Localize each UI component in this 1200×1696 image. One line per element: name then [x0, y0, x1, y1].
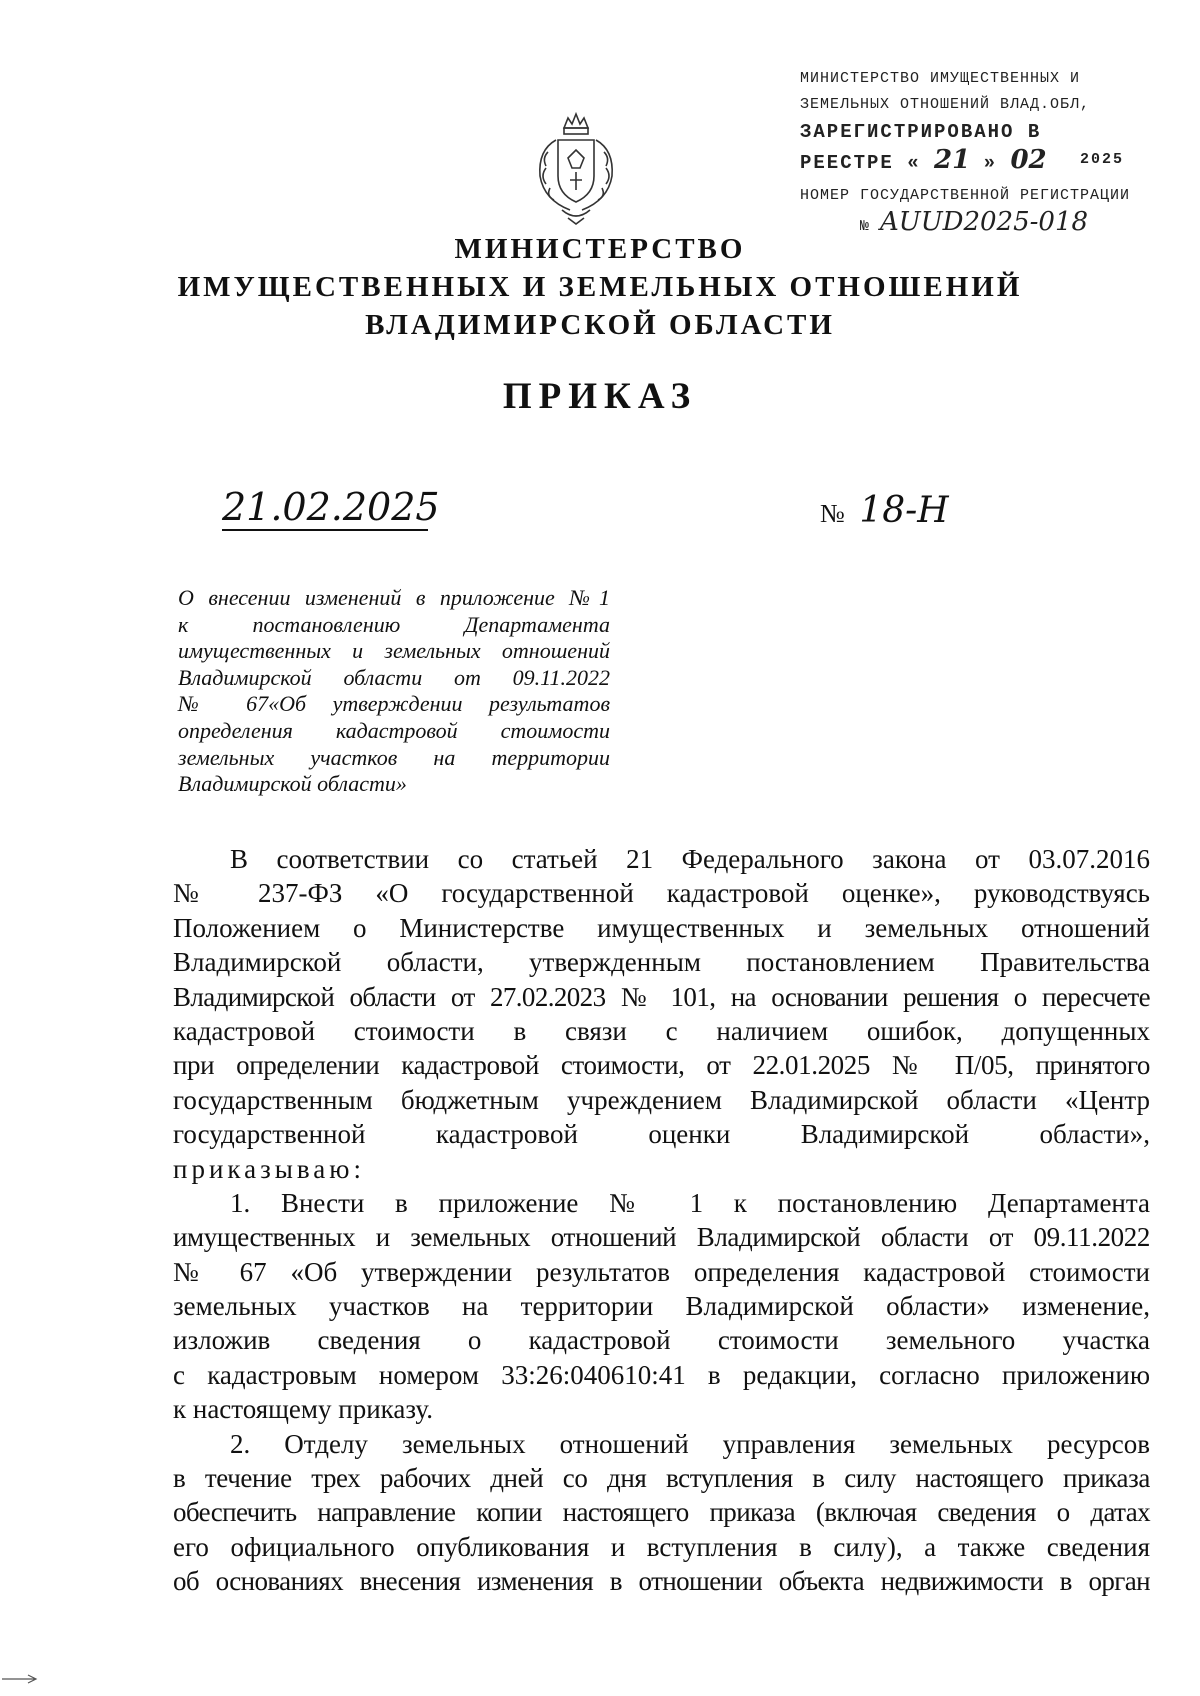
order-number-label: №: [820, 499, 845, 528]
item-2-line: 2. Отделу земельных отношений управления земельных ресурсов: [230, 1428, 1150, 1459]
item-2-paragraph: [173, 1427, 1150, 1599]
coat-of-arms-icon: [520, 110, 632, 228]
subject-line: земельных участков на территории: [178, 744, 610, 770]
preamble-line: Владимирской области от 27.02.2023 № 101, на основании решения о пересчете: [173, 981, 1150, 1012]
stamp-month: 02: [1010, 145, 1047, 175]
subject-line: № 67«Об утверждении результатов: [178, 691, 610, 717]
item-1-line: № 67 «Об утверждении результатов определения кадастровой стоимости: [173, 1256, 1150, 1287]
item-2-line: его официального опубликования и вступления в силу), а также сведения: [173, 1531, 1150, 1562]
subject-line: имущественных и земельных отношений: [178, 638, 610, 664]
order-number: 18-Н: [859, 490, 949, 531]
command-word: приказываю:: [173, 1153, 365, 1184]
item-1-line: изложив сведения о кадастровой стоимости земельного участка: [173, 1325, 1150, 1356]
item-1-line: 1. Внести в приложение № 1 к постановлению Департамента: [230, 1187, 1150, 1218]
stamp-line-2: ЗЕМЕЛЬНЫХ ОТНОШЕНИЙ ВЛАД.ОБЛ,: [800, 96, 1091, 113]
stamp-line-5: НОМЕР ГОСУДАРСТВЕННОЙ РЕГИСТРАЦИИ: [800, 187, 1131, 204]
stamp-registry-prefix: РЕЕСТРЕ «: [800, 152, 921, 174]
ministry-header-line-1: МИНИСТЕРСТВО: [454, 233, 746, 265]
order-subject: [178, 585, 610, 798]
subject-line: к постановлению Департамента: [178, 611, 610, 637]
stamp-reg-number: AUUD2025-018: [880, 207, 1089, 237]
subject-line: определения кадастровой стоимости: [178, 717, 610, 743]
scan-edge-mark-icon: [0, 1672, 40, 1684]
item-1-line: земельных участков на территории Владимирской области» изменение,: [173, 1291, 1150, 1322]
preamble-paragraph: [173, 842, 1150, 1186]
subject-line: Владимирской области»: [178, 771, 407, 797]
preamble-line: Положением о Министерстве имущественных и земельных отношений: [173, 912, 1150, 943]
stamp-reg-prefix: №: [860, 218, 871, 235]
item-2-line: об основаниях внесения изменения в отношении объекта недвижимости в орган: [173, 1566, 1150, 1597]
item-1-line: с кадастровым номером 33:26:040610:41 в редакции, согласно приложению: [173, 1359, 1150, 1390]
ministry-header-line-3: ВЛАДИМИРСКОЙ ОБЛАСТИ: [365, 309, 835, 341]
preamble-line: № 237-ФЗ «О государственной кадастровой оценке», руководствуясь: [173, 878, 1150, 909]
stamp-line-1: МИНИСТЕРСТВО ИМУЩЕСТВЕННЫХ И: [800, 70, 1081, 87]
order-number-block: [820, 490, 949, 531]
stamp-year: 2025: [1080, 151, 1125, 168]
order-date: 21.02.2025: [222, 485, 440, 529]
item-1-line: к настоящему приказу.: [173, 1394, 433, 1425]
subject-line: О внесении изменений в приложение №1: [178, 585, 610, 610]
preamble-line: государственной кадастровой оценки Владимирской области»,: [173, 1119, 1150, 1150]
preamble-line: при определении кадастровой стоимости, от 22.01.2025 № П/05, принятого: [173, 1050, 1150, 1081]
stamp-line-3: ЗАРЕГИСТРИРОВАНО В: [800, 121, 1042, 143]
item-1-paragraph: [173, 1186, 1150, 1427]
document-type: ПРИКАЗ: [502, 376, 698, 417]
ministry-header-line-2: ИМУЩЕСТВЕННЫХ И ЗЕМЕЛЬНЫХ ОТНОШЕНИЙ: [177, 271, 1023, 303]
item-2-line: в течение трех рабочих дней со дня вступления в силу настоящего приказа: [173, 1463, 1150, 1494]
order-body: [173, 842, 1150, 1599]
item-2-line: обеспечить направление копии настоящего приказа (включая сведения о датах: [173, 1497, 1150, 1528]
preamble-line: В соответствии со статьей 21 Федерального закона от 03.07.2016: [230, 844, 1150, 874]
item-1-line: имущественных и земельных отношений Владимирской области от 09.11.2022: [173, 1222, 1150, 1253]
subject-line: Владимирской области от 09.11.2022: [178, 664, 610, 690]
stamp-day: 21: [934, 145, 971, 175]
preamble-line: государственным бюджетным учреждением Владимирской области «Центр: [173, 1084, 1150, 1115]
stamp-registry-mid: »: [983, 152, 998, 174]
preamble-line: кадастровой стоимости в связи с наличием ошибок, допущенных: [173, 1015, 1150, 1046]
preamble-line: Владимирской области, утвержденным постановлением Правительства: [173, 947, 1150, 978]
stamp-line-4: [800, 146, 1140, 177]
registration-stamp: [800, 66, 1140, 240]
